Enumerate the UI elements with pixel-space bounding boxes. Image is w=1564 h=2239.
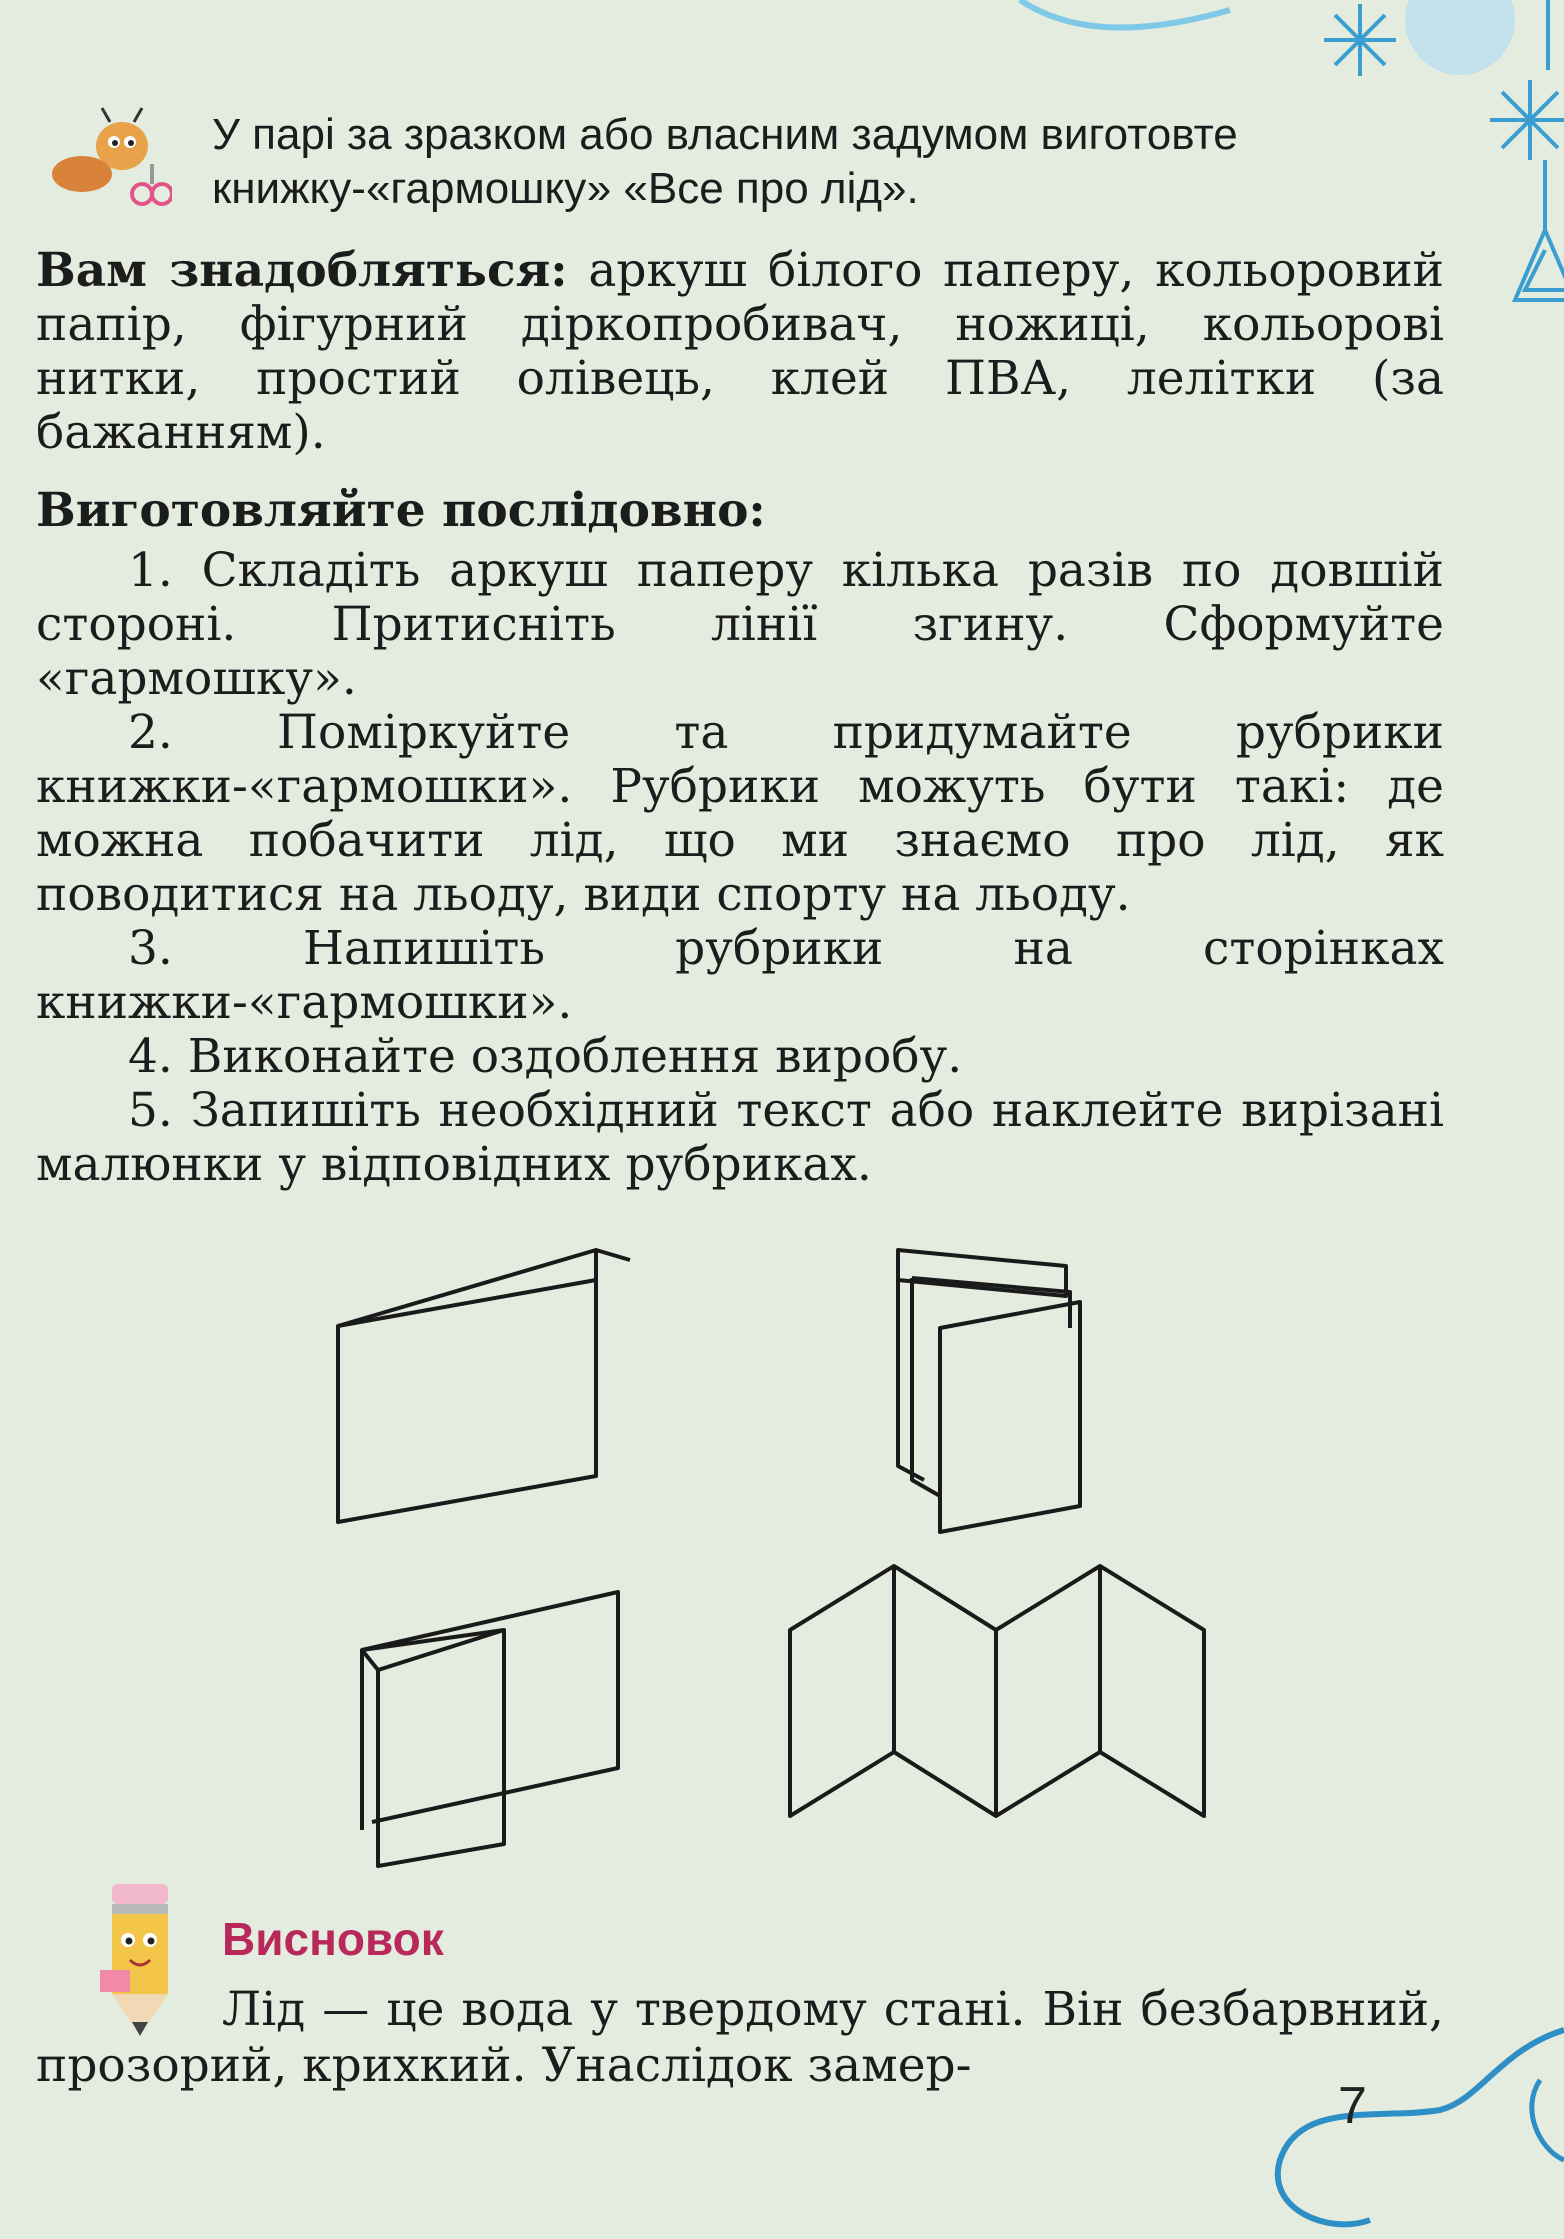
conclusion-text: [36, 1982, 1444, 2094]
folded-sheet-illustration: [338, 1250, 630, 1522]
intro-text: У парі за зразком або власним задумом виготовте книжку-«гармошку» «Все про лід».: [212, 110, 1238, 213]
page-fold-illustration: [362, 1592, 618, 1866]
steps-title: Виготовляйте послідовно:: [36, 483, 766, 538]
materials-paragraph: [36, 244, 1444, 460]
open-accordion-illustration: [790, 1566, 1204, 1816]
page-number: 7: [1338, 2077, 1367, 2135]
steps-title-block: [36, 484, 1444, 538]
step-item: 2. Поміркуйте та придумайте рубрики книжки-«гармошки». Рубрики можуть бути такі: де можна побачити лід, що ми знаємо про лід, як поводитися на льоду, види спорту на льоду.: [36, 705, 1444, 922]
materials-label: Вам знадобляться:: [36, 243, 568, 298]
ant-with-scissors-icon: [42, 104, 172, 214]
conclusion-line: Лід — це вода у твердому стані. Він безбарвний, прозорий, крихкий. Унаслідок замер-: [36, 1982, 1444, 2093]
steps-list: [36, 544, 1444, 1192]
step-item: 3. Напишіть рубрики на сторінках книжки-«гармошки».: [36, 921, 1444, 1030]
conclusion-title: Висновок: [222, 1913, 444, 1965]
materials-text: аркуш білого паперу, кольоровий папір, фігурний діркопробивач, ножиці, кольорові нитки, простий олівець, клей ПВА, лелітки (за бажанням).: [36, 243, 1444, 460]
step-item: 4. Виконайте оздоблення виробу.: [128, 1029, 963, 1084]
step-item: 5. Запишіть необхідний текст або наклейте вирізані малюнки у відповідних рубриках.: [36, 1083, 1444, 1192]
step-item: 1. Складіть аркуш паперу кілька разів по довшій стороні. Притисніть лінії згину. Сформуйте «гармошку».: [36, 543, 1444, 706]
accordion-book-illustrations: [300, 1230, 1260, 1880]
stacked-pages-illustration: [898, 1250, 1080, 1532]
